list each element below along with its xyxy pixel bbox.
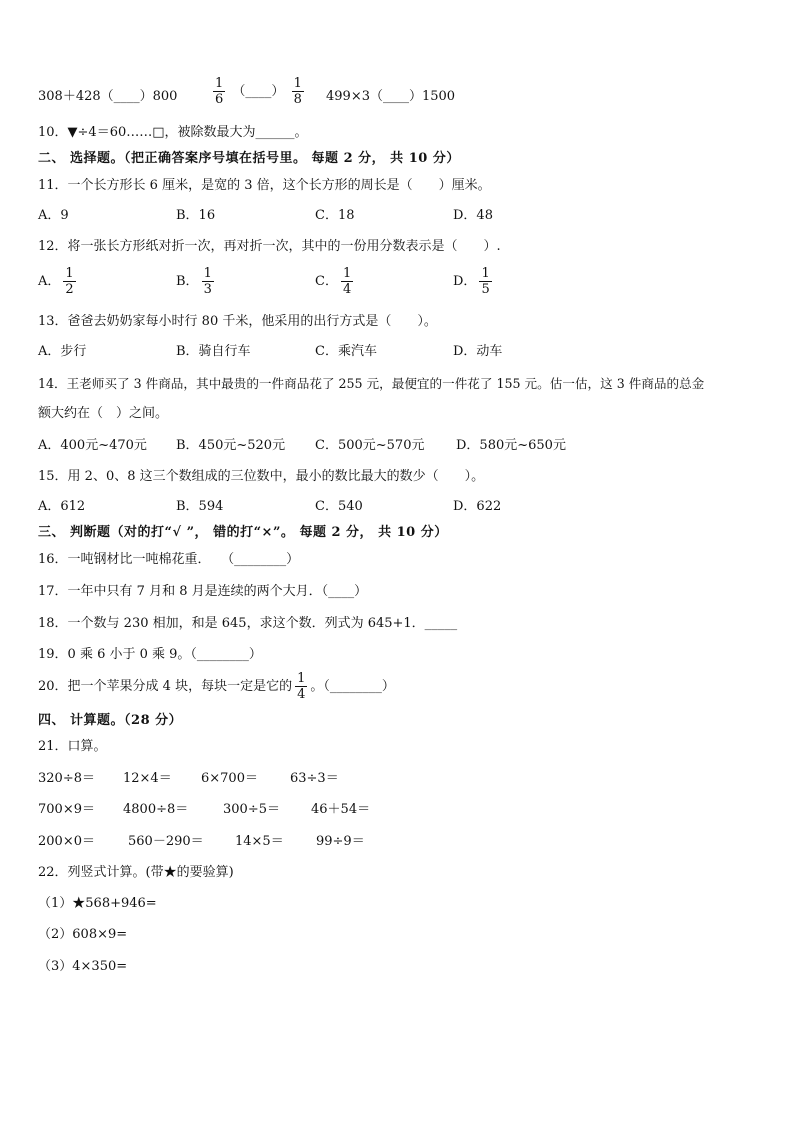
oral-calc-item: 6×700＝ (201, 771, 258, 786)
option-label: A． (38, 274, 61, 289)
q13-option-c: C．乘汽车 (315, 344, 377, 359)
question-22-title: 22．列竖式计算。(带★的要验算) (38, 865, 234, 880)
fraction (63, 266, 75, 297)
q15-option-b: B．594 (176, 499, 224, 514)
q9-item-c: 499×3（____）1500 (326, 89, 456, 104)
section-2-heading: 二、 选择题。（把正确答案序号填在括号里。 每题 2 分， 共 10 分） (38, 151, 460, 166)
q11-option-b: B．16 (176, 208, 216, 223)
denominator: 2 (65, 282, 74, 297)
oral-calc-item: 320÷8＝ (38, 771, 95, 786)
question-20 (38, 671, 395, 702)
denominator: 5 (481, 282, 490, 297)
q9-item-b (210, 76, 307, 107)
numerator: 1 (297, 671, 306, 686)
q11-option-d: D．48 (453, 208, 493, 223)
oral-calc-item: 700×9＝ (38, 802, 95, 817)
option-label: D． (453, 274, 477, 289)
question-14-line-2: 额大约在（ ）之间。 (38, 406, 169, 421)
fraction (292, 76, 304, 107)
q12-option-c (315, 266, 356, 297)
fraction (341, 266, 353, 297)
numerator: 1 (481, 266, 490, 281)
fraction (295, 671, 307, 702)
numerator: 1 (342, 266, 352, 281)
denominator: 6 (215, 92, 224, 107)
question-17: 17．一年中只有 7 月和 8 月是连续的两个大月．（____） (38, 584, 368, 599)
option-label: C． (315, 274, 338, 289)
oral-calc-item: 200×0＝ (38, 834, 95, 849)
oral-calc-item: 63÷3＝ (290, 771, 339, 786)
q22-item-2: （2）608×9= (38, 927, 128, 942)
q14-option-d: D．580元~650元 (456, 438, 566, 453)
compare-blank: （____） (232, 84, 285, 99)
question-21-title: 21．口算。 (38, 739, 107, 754)
numerator: 1 (293, 76, 302, 91)
q11-option-c: C．18 (315, 208, 355, 223)
question-12: 12．将一张长方形纸对折一次，再对折一次，其中的一份用分数表示是（ ）. (38, 239, 501, 254)
question-16: 16．一吨钢材比一吨棉花重． （________） (38, 552, 300, 567)
q11-option-a: A．9 (38, 208, 69, 223)
oral-calc-item: 560－290＝ (128, 834, 204, 849)
section-4-heading: 四、 计算题。（28 分） (38, 713, 183, 728)
q13-option-a: A．步行 (38, 344, 87, 359)
question-19: 19．0 乘 6 小于 0 乘 9。（________） (38, 647, 262, 662)
numerator: 1 (65, 266, 74, 281)
oral-calc-item: 300÷5＝ (223, 802, 280, 817)
q22-item-3: （3）4×350= (38, 959, 128, 974)
question-15: 15．用 2、0、8 这三个数组成的三位数中，最小的数比最大的数少（ ）。 (38, 469, 485, 484)
q20-text: 20．把一个苹果分成 4 块，每块一定是它的 (38, 679, 293, 694)
q20-answer-blank: 。（________） (310, 679, 395, 694)
oral-calc-item: 12×4＝ (123, 771, 172, 786)
numerator: 1 (215, 76, 224, 91)
q13-option-d: D．动车 (453, 344, 503, 359)
q14-option-a: A．400元~470元 (38, 438, 147, 453)
q12-option-d (453, 266, 495, 297)
fraction (213, 76, 225, 107)
fraction (479, 266, 491, 297)
q9-item-a: 308＋428（____）800 (38, 89, 178, 104)
denominator: 4 (297, 687, 306, 702)
q15-option-a: A．612 (38, 499, 86, 514)
question-14-line-1: 14．王老师买了 3 件商品，其中最贵的一件商品花了 255 元，最便宜的一件花了 155 元。估一估，这 3 件商品的总金 (38, 376, 705, 391)
option-label: B． (176, 274, 199, 289)
q14-option-c: C．500元~570元 (315, 438, 425, 453)
numerator: 1 (203, 266, 212, 281)
oral-calc-item: 46＋54＝ (311, 802, 371, 817)
fraction (202, 266, 214, 297)
oral-calc-item: 14×5＝ (235, 834, 284, 849)
denominator: 8 (293, 92, 302, 107)
denominator: 4 (342, 282, 352, 297)
denominator: 3 (203, 282, 212, 297)
question-18: 18．一个数与 230 相加，和是 645，求这个数．列式为 645+1．_____ (38, 616, 458, 631)
q22-item-1: （1）★568+946= (38, 896, 157, 911)
question-13: 13．爸爸去奶奶家每小时行 80 千米，他采用的出行方式是（ ）。 (38, 314, 437, 329)
q15-option-c: C．540 (315, 499, 363, 514)
q13-option-b: B．骑自行车 (176, 344, 251, 359)
oral-calc-item: 99÷9＝ (316, 834, 365, 849)
q15-option-d: D．622 (453, 499, 502, 514)
oral-calc-item: 4800÷8＝ (123, 802, 189, 817)
q12-option-b (176, 266, 217, 297)
q14-option-b: B．450元~520元 (176, 438, 286, 453)
question-10: 10．▼÷4＝60……□，被除数最大为______。 (38, 125, 308, 140)
section-3-heading: 三、 判断题（对的打“√ ”， 错的打“×”。 每题 2 分， 共 10 分） (38, 525, 448, 540)
question-11: 11．一个长方形长 6 厘米，是宽的 3 倍，这个长方形的周长是（ ）厘米。 (38, 178, 491, 193)
q12-option-a (38, 266, 79, 297)
